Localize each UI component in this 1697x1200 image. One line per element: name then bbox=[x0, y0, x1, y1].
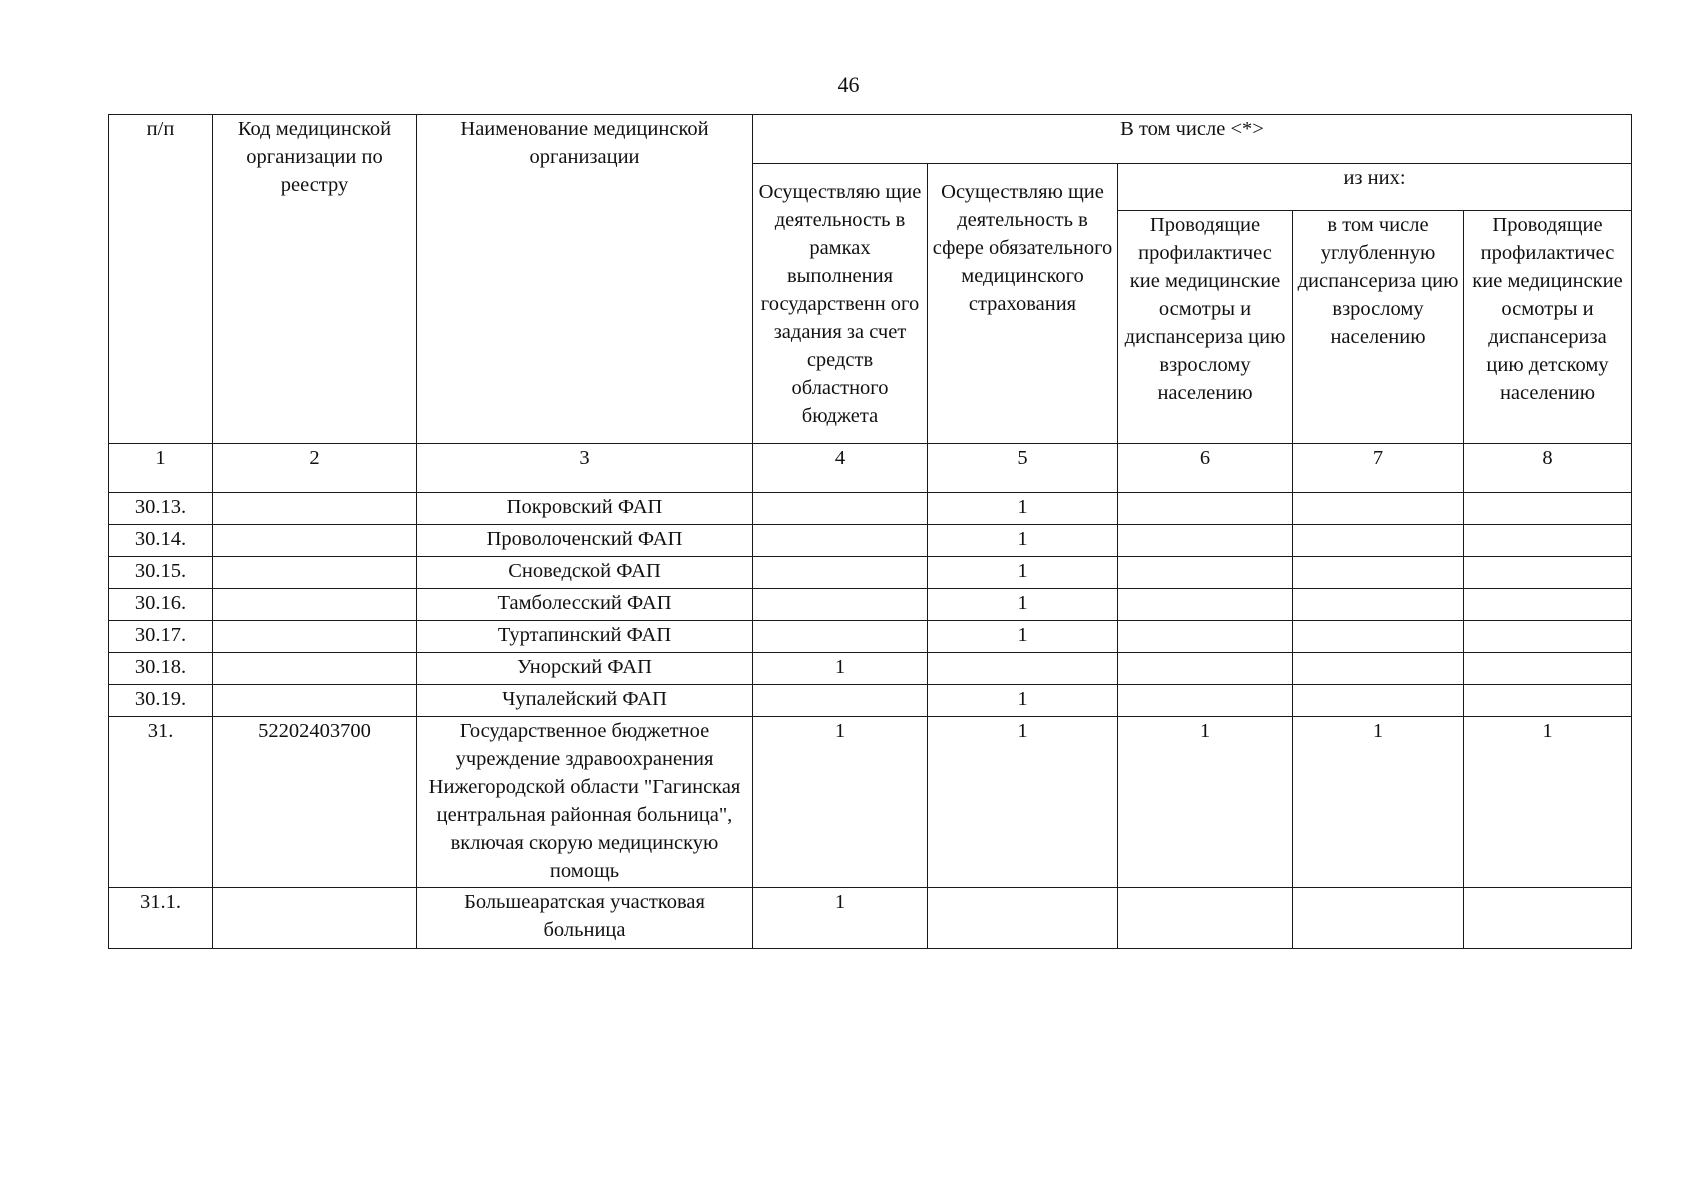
row-col4 bbox=[753, 685, 928, 717]
row-col8 bbox=[1464, 653, 1632, 685]
row-name: Большеаратская участковая больница bbox=[417, 888, 753, 949]
row-col6: 1 bbox=[1118, 717, 1293, 888]
row-col5 bbox=[928, 888, 1118, 949]
row-code bbox=[213, 589, 417, 621]
row-number: 30.17. bbox=[109, 621, 213, 653]
header-col7: в том числе углубленную диспансериза цию взрослому населению bbox=[1293, 211, 1464, 444]
row-col8 bbox=[1464, 589, 1632, 621]
row-col6 bbox=[1118, 589, 1293, 621]
row-col5: 1 bbox=[928, 557, 1118, 589]
row-col7 bbox=[1293, 589, 1464, 621]
row-name: Проволоченский ФАП bbox=[417, 525, 753, 557]
row-col5: 1 bbox=[928, 685, 1118, 717]
row-col7: 1 bbox=[1293, 717, 1464, 888]
row-col6 bbox=[1118, 685, 1293, 717]
row-name: Покровский ФАП bbox=[417, 493, 753, 525]
row-code bbox=[213, 557, 417, 589]
column-number: 8 bbox=[1464, 444, 1632, 493]
row-number: 30.14. bbox=[109, 525, 213, 557]
row-col6 bbox=[1118, 525, 1293, 557]
row-col8 bbox=[1464, 557, 1632, 589]
row-col7 bbox=[1293, 493, 1464, 525]
registry-table bbox=[108, 114, 1632, 949]
row-code bbox=[213, 685, 417, 717]
row-col4 bbox=[753, 525, 928, 557]
header-col6: Проводящие профилактичес кие медицинские осмотры и диспансериза цию взрослому населению bbox=[1118, 211, 1293, 444]
row-number: 30.16. bbox=[109, 589, 213, 621]
row-col5: 1 bbox=[928, 621, 1118, 653]
table-row bbox=[109, 685, 1632, 717]
row-col7 bbox=[1293, 888, 1464, 949]
row-code bbox=[213, 653, 417, 685]
table-row bbox=[109, 557, 1632, 589]
row-col4 bbox=[753, 557, 928, 589]
row-col4 bbox=[753, 621, 928, 653]
row-code bbox=[213, 621, 417, 653]
row-code bbox=[213, 525, 417, 557]
row-name: Государственное бюджетное учреждение здравоохранения Нижегородской области "Гагинская центральная районная больница", включая скорую медицинскую помощь bbox=[417, 717, 753, 888]
column-numbers-row bbox=[109, 444, 1632, 493]
page-number: 46 bbox=[837, 72, 860, 97]
column-number: 6 bbox=[1118, 444, 1293, 493]
column-number: 5 bbox=[928, 444, 1118, 493]
row-col5: 1 bbox=[928, 717, 1118, 888]
table-row bbox=[109, 493, 1632, 525]
table-row bbox=[109, 525, 1632, 557]
row-col5: 1 bbox=[928, 493, 1118, 525]
row-code: 52202403700 bbox=[213, 717, 417, 888]
header-including: В том числе <*> bbox=[753, 115, 1632, 164]
row-col4 bbox=[753, 493, 928, 525]
row-col5 bbox=[928, 653, 1118, 685]
row-col6 bbox=[1118, 888, 1293, 949]
header-col4: Осуществляю щие деятельность в рамках выполнения государственн ого задания за счет средств областного бюджета bbox=[753, 164, 928, 444]
row-code bbox=[213, 888, 417, 949]
row-col8 bbox=[1464, 621, 1632, 653]
row-col7 bbox=[1293, 557, 1464, 589]
row-code bbox=[213, 493, 417, 525]
row-col6 bbox=[1118, 653, 1293, 685]
row-col6 bbox=[1118, 557, 1293, 589]
row-name: Тамболесский ФАП bbox=[417, 589, 753, 621]
row-col8: 1 bbox=[1464, 717, 1632, 888]
row-number: 30.13. bbox=[109, 493, 213, 525]
column-number: 2 bbox=[213, 444, 417, 493]
row-col4: 1 bbox=[753, 717, 928, 888]
row-name: Унорский ФАП bbox=[417, 653, 753, 685]
row-col4: 1 bbox=[753, 653, 928, 685]
row-col7 bbox=[1293, 621, 1464, 653]
row-number: 31. bbox=[109, 717, 213, 888]
row-col4 bbox=[753, 589, 928, 621]
row-col5: 1 bbox=[928, 589, 1118, 621]
table-row bbox=[109, 717, 1632, 888]
table-row bbox=[109, 589, 1632, 621]
row-col6 bbox=[1118, 621, 1293, 653]
row-col7 bbox=[1293, 653, 1464, 685]
row-number: 30.15. bbox=[109, 557, 213, 589]
row-col6 bbox=[1118, 493, 1293, 525]
row-col8 bbox=[1464, 888, 1632, 949]
row-col8 bbox=[1464, 493, 1632, 525]
table-row bbox=[109, 653, 1632, 685]
column-number: 7 bbox=[1293, 444, 1464, 493]
header-col5: Осуществляю щие деятельность в сфере обязательного медицинского страхования bbox=[928, 164, 1118, 444]
row-col8 bbox=[1464, 685, 1632, 717]
row-number: 30.19. bbox=[109, 685, 213, 717]
column-number: 1 bbox=[109, 444, 213, 493]
column-number: 3 bbox=[417, 444, 753, 493]
header-num: п/п bbox=[109, 115, 213, 444]
header-code: Код медицинской организации по реестру bbox=[213, 115, 417, 444]
table-row bbox=[109, 621, 1632, 653]
table-row bbox=[109, 888, 1632, 949]
header-name: Наименование медицинской организации bbox=[417, 115, 753, 444]
row-col7 bbox=[1293, 685, 1464, 717]
row-col4: 1 bbox=[753, 888, 928, 949]
row-number: 30.18. bbox=[109, 653, 213, 685]
row-name: Сноведской ФАП bbox=[417, 557, 753, 589]
row-col8 bbox=[1464, 525, 1632, 557]
header-of-them: из них: bbox=[1118, 164, 1632, 211]
row-name: Туртапинский ФАП bbox=[417, 621, 753, 653]
row-number: 31.1. bbox=[109, 888, 213, 949]
row-name: Чупалейский ФАП bbox=[417, 685, 753, 717]
row-col7 bbox=[1293, 525, 1464, 557]
header-col8: Проводящие профилактичес кие медицинские осмотры и диспансериза цию детскому населению bbox=[1464, 211, 1632, 444]
row-col5: 1 bbox=[928, 525, 1118, 557]
column-number: 4 bbox=[753, 444, 928, 493]
